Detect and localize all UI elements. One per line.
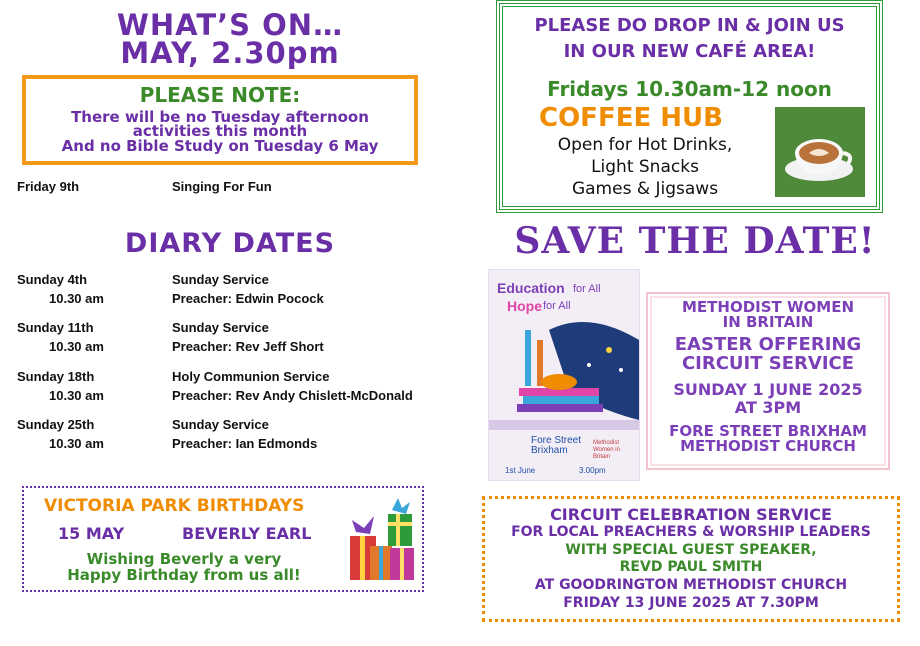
note-line-1: There will be no Tuesday afternoon <box>71 108 369 126</box>
diary-preacher: Preacher: Edwin Pocock <box>172 291 324 306</box>
mwib-line-5: SUNDAY 1 JUNE 2025 <box>673 380 863 399</box>
diary-service: Sunday Service <box>172 417 269 432</box>
activity-name: Singing For Fun <box>172 179 272 194</box>
diary-preacher: Preacher: Rev Jeff Short <box>172 339 324 354</box>
activity-day: Friday 9th <box>17 179 80 194</box>
diary-preacher: Preacher: Ian Edmonds <box>172 436 318 451</box>
birthday-wish-1: Wishing Beverly a very <box>86 550 282 568</box>
note-line-2: activities this month <box>132 122 308 140</box>
mwib-line-3: EASTER OFFERING <box>674 334 862 355</box>
mwib-line-8: METHODIST CHURCH <box>680 437 856 455</box>
circuit-line-5: AT GOODRINGTON METHODIST CHURCH <box>534 577 848 593</box>
circuit-line-2: FOR LOCAL PREACHERS & WORSHIP LEADERS <box>511 524 871 540</box>
circuit-line-1: CIRCUIT CELEBRATION SERVICE <box>550 505 832 524</box>
circuit-line-6: FRIDAY 13 JUNE 2025 AT 7.30PM <box>563 595 819 611</box>
diary-service: Holy Communion Service <box>172 369 330 384</box>
diary-service: Sunday Service <box>172 320 269 335</box>
birthday-wish-2: Happy Birthday from us all! <box>67 566 301 584</box>
diary-day: Sunday 4th <box>17 272 88 287</box>
diary-time: 10.30 am <box>49 436 104 451</box>
birthday-date: 15 MAY <box>58 524 125 543</box>
diary-time: 10.30 am <box>49 339 104 354</box>
birthdays-box <box>22 486 424 592</box>
cafe-desc-1: Open for Hot Drinks, <box>557 135 733 155</box>
easter-offering-box <box>646 292 890 470</box>
diary-service: Sunday Service <box>172 272 269 287</box>
poster-date: 1st June <box>505 466 536 475</box>
mwib-line-6: AT 3PM <box>734 398 802 417</box>
circuit-line-3: WITH SPECIAL GUEST SPEAKER, <box>565 542 817 558</box>
poster-for-all-1: for All <box>573 283 601 295</box>
diary-time: 10.30 am <box>49 388 104 403</box>
mwib-line-4: CIRCUIT SERVICE <box>681 353 855 374</box>
diary-day: Sunday 25th <box>17 417 95 432</box>
page-title-line1: WHAT’S ON… <box>116 8 344 42</box>
mwib-line-2: IN BRITAIN <box>722 313 814 331</box>
circuit-celebration-box <box>482 496 900 622</box>
diary-title: DIARY DATES <box>124 228 336 259</box>
poster-hope: Hope <box>507 298 542 314</box>
save-the-date-heading: SAVE THE DATE! <box>514 220 876 262</box>
diary-preacher: Preacher: Rev Andy Chislett-McDonald <box>172 388 413 403</box>
mwib-line-7: FORE STREET BRIXHAM <box>669 422 867 440</box>
poster-for-all-2: for All <box>543 300 571 312</box>
page-title-line2: MAY, 2.30pm <box>120 36 340 70</box>
poster-education: Education <box>497 280 565 296</box>
poster-place: Fore Street Brixham <box>531 435 582 456</box>
poster-time: 3.00pm <box>579 466 606 475</box>
birthdays-title: VICTORIA PARK BIRTHDAYS <box>44 496 305 516</box>
note-line-3: And no Bible Study on Tuesday 6 May <box>61 137 379 155</box>
circuit-line-4: REVD PAUL SMITH <box>619 559 763 575</box>
cafe-time: Fridays 10.30am-12 noon <box>547 77 832 101</box>
birthday-name: BEVERLY EARL <box>182 524 312 543</box>
cafe-desc-3: Games & Jigsaws <box>571 179 719 199</box>
coffee-hub-title: COFFEE HUB <box>539 103 723 133</box>
diary-time: 10.30 am <box>49 291 104 306</box>
cafe-invite-line-2: IN OUR NEW CAFÉ AREA! <box>563 41 816 62</box>
note-title: PLEASE NOTE: <box>139 83 301 107</box>
cafe-invite-line-1: PLEASE DO DROP IN & JOIN US <box>534 15 845 36</box>
coffee-cup-icon <box>775 107 865 197</box>
diary-day: Sunday 18th <box>17 369 95 384</box>
education-for-all-poster <box>488 269 640 481</box>
gift-boxes-icon <box>346 494 420 584</box>
diary-day: Sunday 11th <box>17 320 94 335</box>
cafe-desc-2: Light Snacks <box>591 157 699 177</box>
poster-org: Methodist Women in Britain <box>593 440 620 460</box>
please-note-box <box>22 75 418 165</box>
cafe-box <box>499 3 880 210</box>
mwib-line-1: METHODIST WOMEN <box>681 298 855 316</box>
